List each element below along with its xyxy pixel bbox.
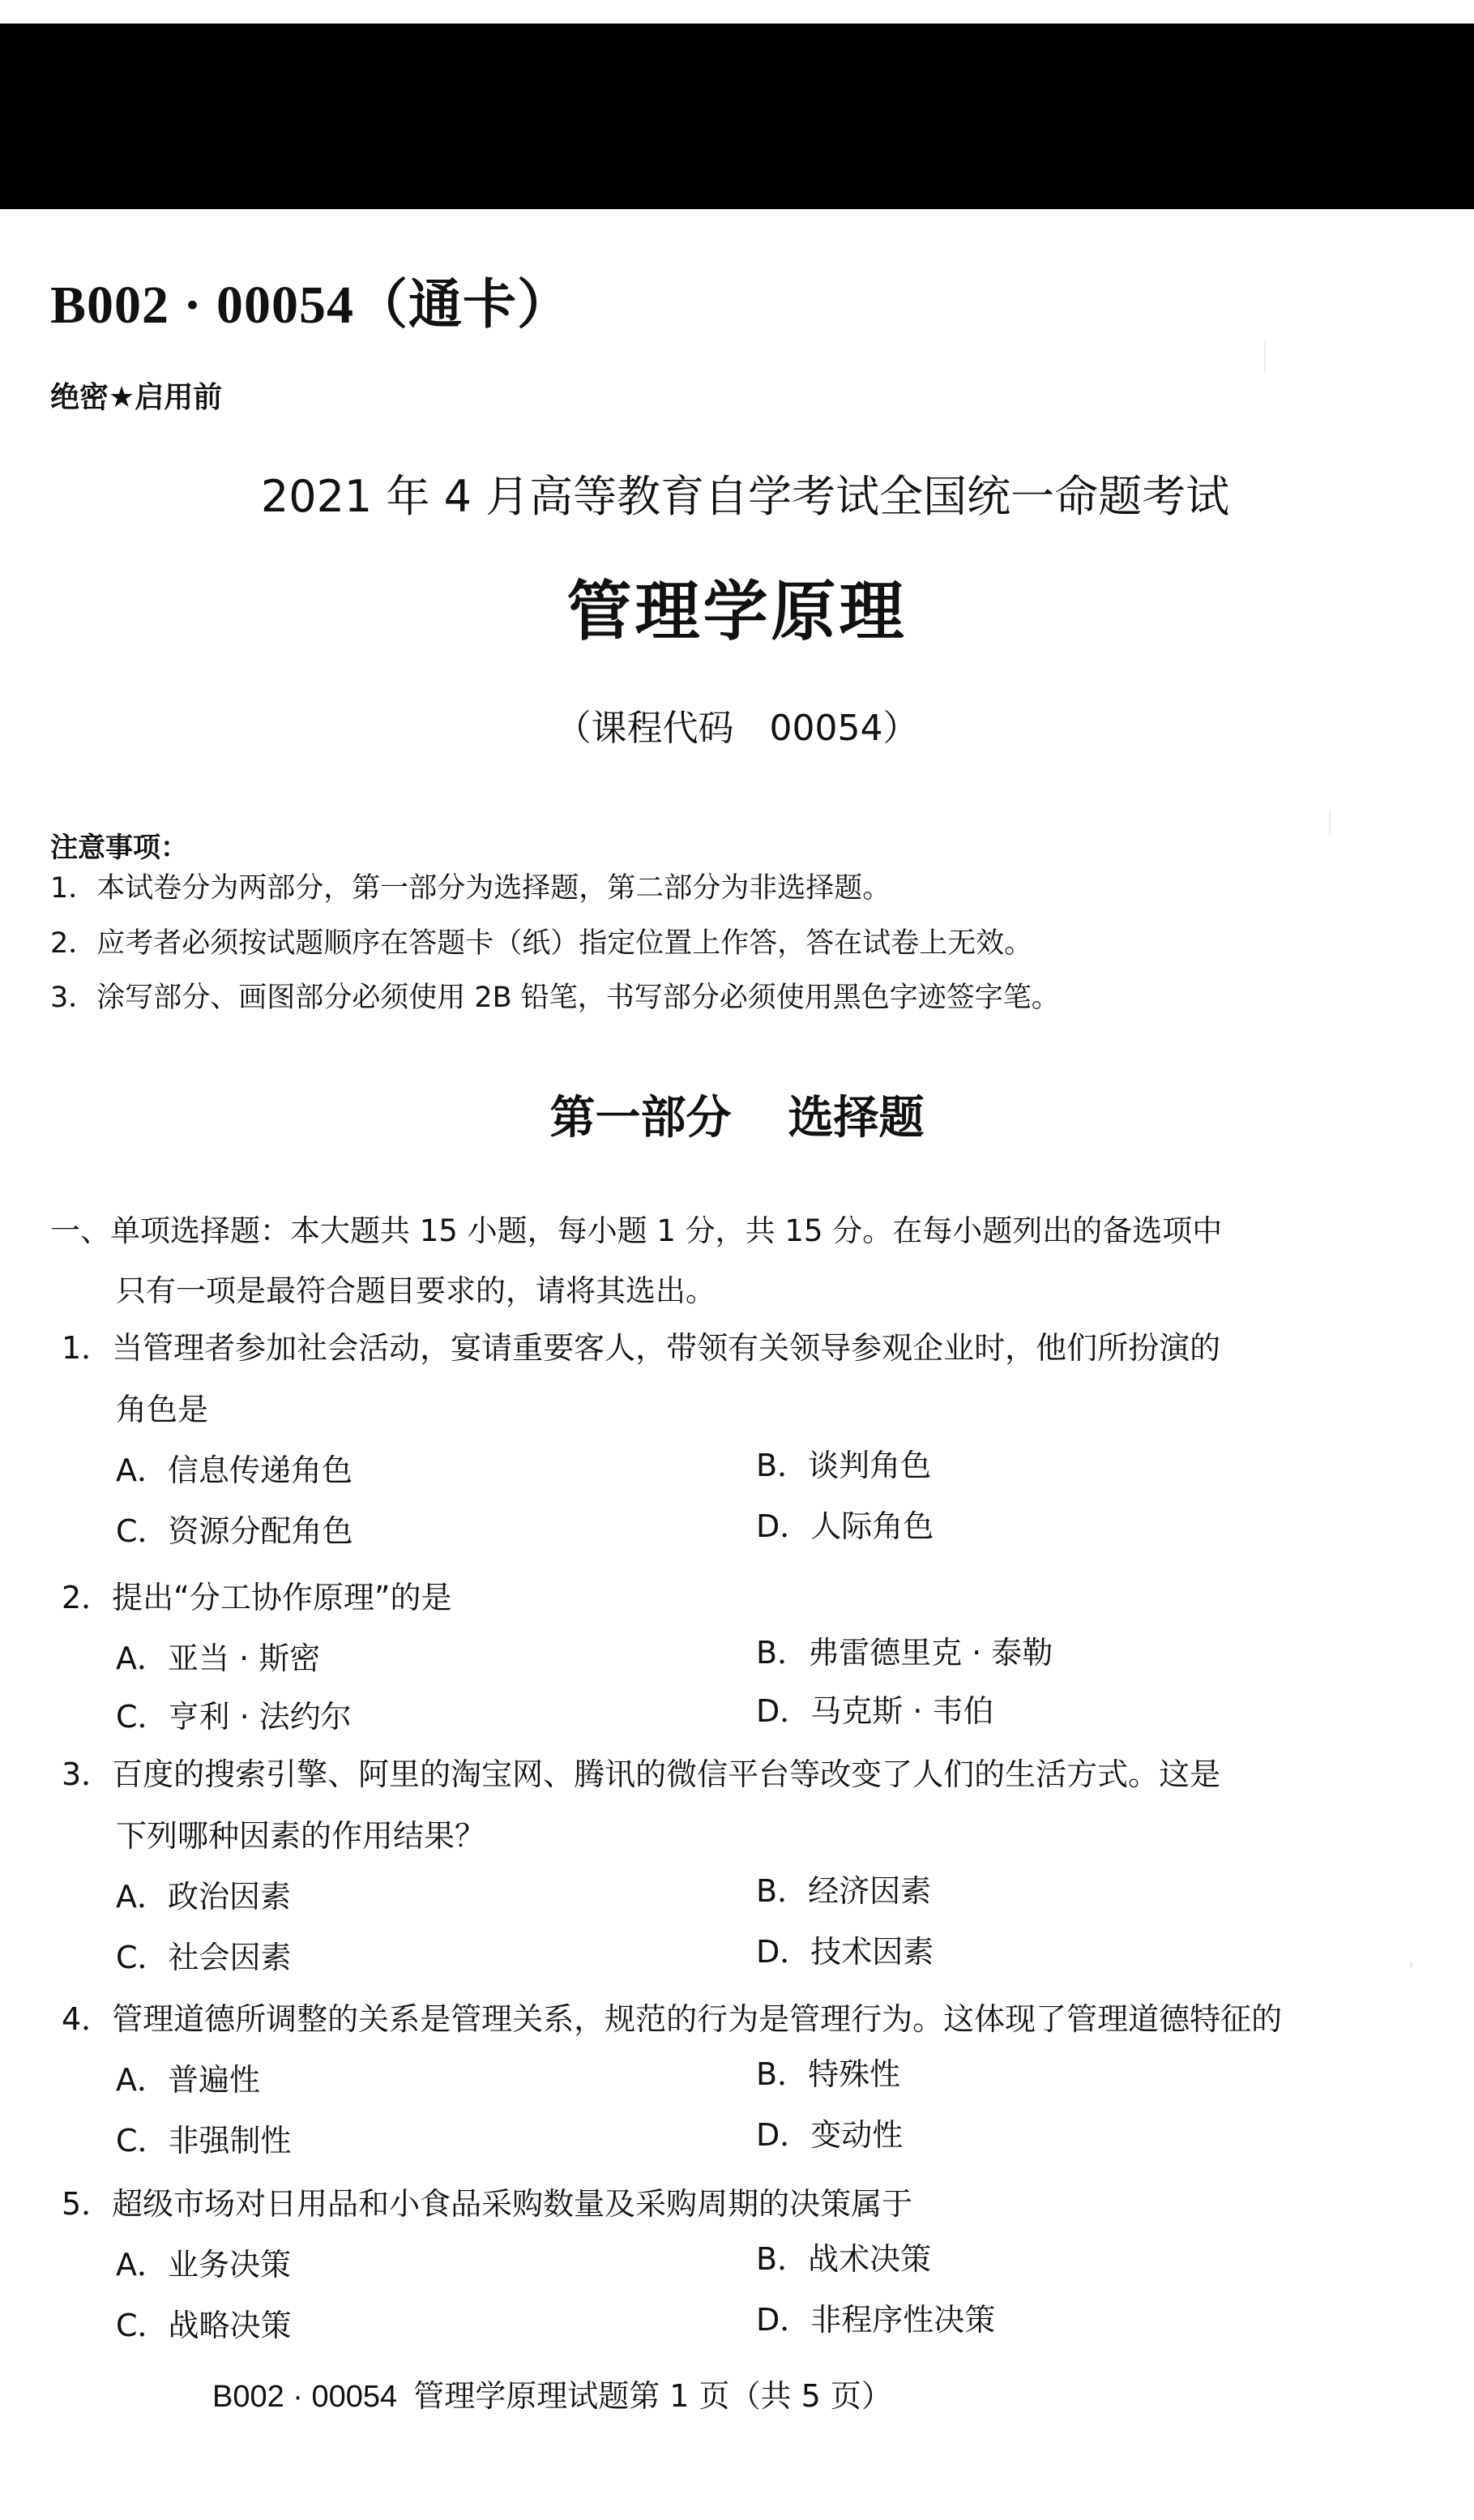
notice-heading: 注意事项： (50, 832, 188, 864)
option-d: D．马克斯 · 韦伯 (756, 1693, 994, 1729)
question-stem: 5．超级市场对日用品和小食品采购数量及采购周期的决策属于 (62, 2186, 913, 2222)
question-stem: 1．当管理者参加社会活动，宴请重要客人，带领有关领导参观企业时，他们所扮演的 (62, 1330, 1221, 1366)
option-a: A．政治因素 (116, 1879, 291, 1915)
option-a: A．普遍性 (116, 2062, 260, 2098)
option-b: B．特殊性 (756, 2056, 901, 2092)
part-title-right: 选择题 (788, 1092, 925, 1144)
paper-code: B002 · 00054（通卡） (50, 276, 572, 335)
notice-item: 2．应考者必须按试题顺序在答题卡（纸）指定位置上作答，答在试卷上无效。 (50, 927, 1033, 960)
option-b: B．谈判角色 (756, 1448, 932, 1483)
option-b: B．战术决策 (756, 2241, 932, 2277)
subject-title: 管理学原理 (566, 574, 908, 649)
question-stem: 下列哪种因素的作用结果？ (116, 1818, 486, 1854)
part-title-left: 第一部分 (549, 1092, 732, 1144)
option-c: C．战略决策 (116, 2308, 292, 2343)
option-b: B．弗雷德里克 · 泰勒 (756, 1635, 1053, 1671)
option-d: D．非程序性决策 (756, 2302, 996, 2338)
scan-noise (1410, 1962, 1412, 1968)
option-a: A．亚当 · 斯密 (116, 1641, 321, 1676)
option-c: C．资源分配角色 (116, 1513, 353, 1549)
course-code: （课程代码 00054） (555, 708, 919, 749)
secret-label: 绝密★启用前 (50, 381, 223, 414)
notice-item: 1．本试卷分为两部分，第一部分为选择题，第二部分为非选择题。 (50, 872, 891, 905)
option-a: A．信息传递角色 (116, 1453, 352, 1488)
option-c: C．亨利 · 法约尔 (116, 1699, 352, 1735)
question-stem: 4．管理道德所调整的关系是管理关系，规范的行为是管理行为。这体现了管理道德特征的 (62, 2001, 1283, 2037)
section-instruction: 一、单项选择题：本大题共 15 小题，每小题 1 分，共 15 分。在每小题列出的备选项中 (50, 1213, 1223, 1248)
option-d: D．人际角色 (756, 1508, 934, 1544)
scan-noise (1264, 340, 1266, 373)
option-d: D．技术因素 (756, 1934, 934, 1970)
redaction-bar (0, 24, 1474, 209)
part-title (0, 1082, 1474, 1147)
notice-item: 3．涂写部分、画图部分必须使用 2B 铅笔，书写部分必须使用黑色字迹签字笔。 (50, 982, 1060, 1014)
option-d: D．变动性 (756, 2117, 904, 2153)
footer-code: B002 · 00054 (212, 2380, 398, 2414)
question-stem: 2．提出“分工协作原理”的是 (62, 1580, 452, 1615)
exam-title: 2021 年 4 月高等教育自学考试全国统一命题考试 (260, 471, 1230, 522)
question-stem: 3．百度的搜索引擎、阿里的淘宝网、腾讯的微信平台等改变了人们的生活方式。这是 (62, 1756, 1221, 1792)
option-b: B．经济因素 (756, 1873, 932, 1909)
footer-page-text: 管理学原理试题第 1 页（共 5 页） (413, 2378, 892, 2414)
option-a: A．业务决策 (116, 2247, 291, 2283)
page-footer (212, 2371, 892, 2415)
section-instruction: 只有一项是最符合题目要求的，请将其选出。 (116, 1273, 716, 1308)
question-stem: 角色是 (116, 1392, 209, 1427)
scan-noise (1329, 811, 1331, 835)
option-c: C．社会因素 (116, 1940, 292, 1975)
option-c: C．非强制性 (116, 2123, 292, 2158)
